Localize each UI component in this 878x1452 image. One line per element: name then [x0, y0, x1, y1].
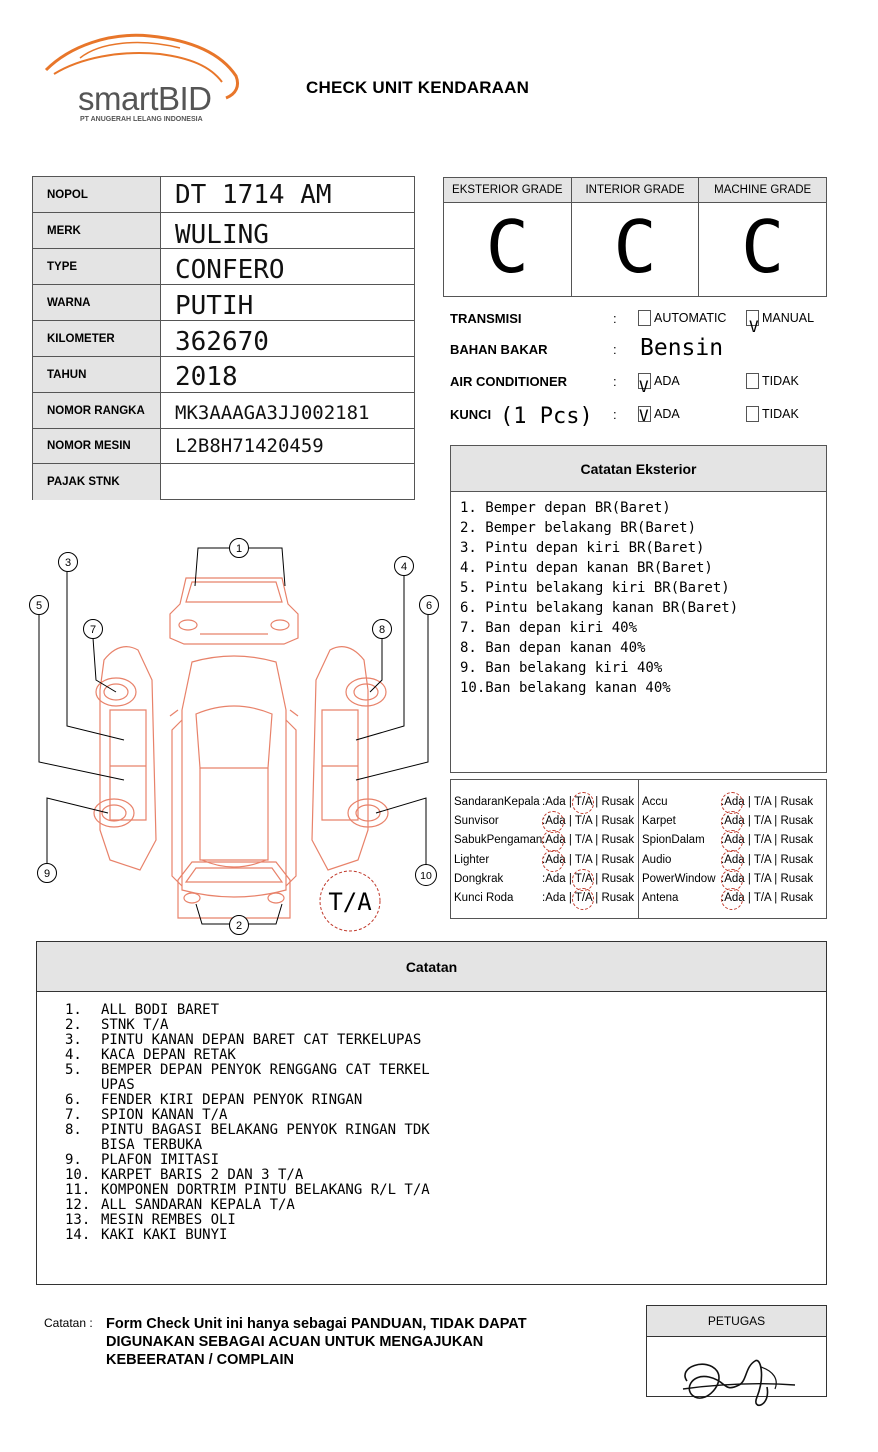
petugas-box — [646, 1305, 827, 1397]
item-text: ALL SANDARAN KEPALA T/A — [101, 1197, 295, 1213]
exterior-notes-title: Catatan Eksterior — [451, 446, 826, 492]
interior-options[interactable]: Ada | T/A | Rusak — [545, 815, 634, 827]
item-number: 3. — [65, 1032, 82, 1048]
info-row-kilometer — [33, 321, 414, 357]
info-label: MERK — [33, 213, 161, 248]
car-damage-diagram — [20, 530, 448, 940]
interior-item-name: Sunvisor — [454, 814, 499, 827]
separator: : — [721, 814, 725, 827]
info-value: CONFERO — [175, 254, 285, 285]
list-item — [65, 1108, 826, 1123]
list-item: 5. Pintu belakang kiri BR(Baret) — [460, 580, 730, 596]
list-item — [65, 1033, 826, 1048]
list-item — [65, 1168, 826, 1183]
list-item: 6. Pintu belakang kanan BR(Baret) — [460, 600, 739, 616]
interior-item-audio — [642, 850, 826, 869]
interior-item-karpet — [642, 811, 826, 830]
callout-number: 2 — [235, 920, 243, 932]
info-value — [161, 464, 414, 500]
info-row-nomor-mesin — [33, 429, 414, 464]
item-number: 8. — [65, 1122, 82, 1138]
separator: : — [721, 853, 725, 866]
grade-label: INTERIOR GRADE — [572, 178, 699, 203]
callout-number: 7 — [89, 624, 97, 636]
separator: : — [542, 853, 546, 866]
callout-2[interactable] — [230, 916, 249, 935]
colon: : — [613, 342, 617, 357]
exterior-notes-list — [451, 492, 826, 698]
ac-tidak-option[interactable] — [746, 373, 799, 389]
info-value: 362670 — [175, 326, 269, 357]
separator: : — [542, 814, 546, 827]
info-label: NOMOR RANGKA — [33, 393, 161, 428]
logo-company: PT ANUGERAH LELANG INDONESIA — [80, 116, 203, 123]
selected-circle-ada — [721, 888, 743, 910]
list-item — [65, 1003, 826, 1018]
callout-markers — [30, 539, 439, 935]
interior-options[interactable]: Ada | T/A | Rusak — [724, 873, 813, 885]
interior-options[interactable]: Ada | T/A | Rusak — [545, 892, 634, 904]
list-item: 4. Pintu depan kanan BR(Baret) — [460, 560, 713, 576]
list-item — [65, 1153, 826, 1168]
interior-item-dongkrak — [454, 869, 638, 888]
interior-item-powerwindow — [642, 869, 826, 888]
interior-item-antena — [642, 888, 826, 907]
grade-value: C — [613, 205, 657, 289]
interior-item-kunci-roda — [454, 888, 638, 907]
vehicle-info-table — [32, 176, 415, 500]
grade-label: MACHINE GRADE — [699, 178, 826, 203]
info-row-nomor-rangka — [33, 393, 414, 429]
separator: : — [721, 892, 725, 905]
list-item — [65, 1063, 826, 1093]
interior-options[interactable]: Ada | T/A | Rusak — [724, 854, 813, 866]
stamp-text: T/A — [328, 888, 372, 916]
interior-item-sandarankepala — [454, 792, 638, 811]
interior-item-sabukpengaman — [454, 831, 638, 850]
option-label: ADA — [654, 407, 680, 421]
item-number: 1. — [65, 1002, 82, 1018]
item-number: 4. — [65, 1047, 82, 1063]
list-item — [65, 1183, 826, 1198]
option-label: MANUAL — [762, 311, 815, 325]
item-number: 14. — [65, 1227, 91, 1243]
item-text: KAKI KAKI BUNYI — [101, 1227, 228, 1243]
info-value: WULING — [175, 219, 269, 250]
interior-checklist — [450, 779, 827, 919]
page-title: CHECK UNIT KENDARAAN — [306, 78, 530, 97]
interior-item-name: Antena — [642, 892, 679, 905]
grade-machine — [699, 178, 826, 296]
interior-item-name: SandaranKepala — [454, 795, 540, 808]
callout-number: 4 — [400, 561, 408, 573]
item-number: 11. — [65, 1182, 91, 1198]
petugas-label: PETUGAS — [647, 1306, 826, 1337]
kunci-label: KUNCI — [450, 407, 492, 422]
info-label: NOMOR MESIN — [33, 429, 161, 463]
interior-item-sunvisor — [454, 811, 638, 830]
check-mark: V — [639, 377, 649, 396]
option-label: ADA — [654, 374, 680, 388]
interior-options[interactable]: Ada | T/A | Rusak — [545, 834, 634, 846]
list-item: 1. Bemper depan BR(Baret) — [460, 500, 671, 516]
interior-item-name: SpionDalam — [642, 834, 705, 847]
interior-item-name: Audio — [642, 853, 672, 866]
option-label: AUTOMATIC — [654, 311, 727, 325]
checkbox[interactable] — [746, 406, 759, 422]
list-item — [65, 1048, 826, 1063]
check-mark: V — [639, 406, 649, 425]
logo-wordmark: smartBID — [78, 80, 212, 117]
exterior-notes — [450, 445, 827, 773]
check-mark: V — [749, 317, 759, 336]
interior-col-right — [639, 780, 826, 918]
item-text: STNK T/A — [101, 1017, 169, 1033]
callout-number: 3 — [64, 557, 72, 569]
info-label: KILOMETER — [33, 321, 161, 356]
list-item: 10.Ban belakang kanan 40% — [460, 680, 671, 696]
item-text: KACA DEPAN RETAK — [101, 1047, 236, 1063]
footer-note-label: Catatan : — [44, 1316, 93, 1330]
interior-options[interactable]: Ada | T/A | Rusak — [724, 834, 813, 846]
callout-10[interactable] — [416, 865, 437, 886]
footer-disclaimer: Form Check Unit ini hanya sebagai PANDUAN, TIDAK DAPAT DIGUNAKAN SEBAGAI ACUAN UNTUK MENGAJUKAN KEBEERATAN / COMPLAIN — [106, 1316, 527, 1368]
item-number: 9. — [65, 1152, 82, 1168]
info-row-warna — [33, 285, 414, 321]
info-label: NOPOL — [33, 177, 161, 212]
interior-item-name: Dongkrak — [454, 872, 504, 885]
interior-options[interactable]: Ada | T/A | Rusak — [545, 854, 634, 866]
list-item: 8. Ban depan kanan 40% — [460, 640, 646, 656]
ac-label: AIR CONDITIONER — [450, 374, 567, 389]
transmisi-automatic-option[interactable] — [638, 310, 726, 326]
callout-6[interactable] — [420, 596, 439, 615]
list-item — [65, 1093, 826, 1108]
callout-8[interactable] — [373, 620, 392, 639]
item-text: FENDER KIRI DEPAN PENYOK RINGAN — [101, 1092, 363, 1108]
interior-item-lighter — [454, 850, 638, 869]
transmisi-label: TRANSMISI — [450, 311, 522, 326]
item-text: PINTU KANAN DEPAN BARET CAT TERKELUPAS — [101, 1032, 422, 1048]
ta-stamp — [320, 871, 380, 931]
item-number: 6. — [65, 1092, 82, 1108]
item-text: BEMPER DEPAN PENYOK RENGGANG CAT TERKELUPAS — [101, 1062, 430, 1093]
grade-exterior — [444, 178, 572, 296]
item-text: KOMPONEN DORTRIM PINTU BELAKANG R/L T/A — [101, 1182, 430, 1198]
item-text: ALL BODI BARET — [101, 1002, 220, 1018]
callout-number: 1 — [235, 543, 243, 555]
option-label: TIDAK — [762, 407, 799, 421]
info-value: DT 1714 AM — [175, 179, 332, 210]
callout-3[interactable] — [59, 553, 78, 572]
info-row-nopol — [33, 177, 414, 213]
bahan-bakar-value: Bensin — [640, 335, 724, 361]
separator: : — [542, 795, 546, 808]
interior-item-name: Karpet — [642, 814, 676, 827]
smartbid-logo — [40, 28, 250, 128]
list-item — [65, 1213, 826, 1228]
info-label: PAJAK STNK — [33, 464, 161, 500]
interior-item-name: Lighter — [454, 853, 490, 866]
info-row-pajak-stnk — [33, 464, 414, 500]
list-item — [65, 1198, 826, 1213]
interior-item-name: Kunci Roda — [454, 892, 514, 905]
item-text: SPION KANAN T/A — [101, 1107, 228, 1123]
list-item: 7. Ban depan kiri 40% — [460, 620, 638, 636]
item-number: 7. — [65, 1107, 82, 1123]
grade-interior — [572, 178, 700, 296]
bahan-bakar-label: BAHAN BAKAR — [450, 342, 548, 357]
checkbox[interactable] — [746, 373, 759, 389]
item-number: 5. — [65, 1062, 82, 1078]
colon: : — [613, 374, 617, 389]
info-label: TAHUN — [33, 357, 161, 392]
separator: : — [721, 795, 725, 808]
info-value: 2018 — [175, 361, 238, 392]
signature — [647, 1337, 828, 1415]
item-text: PINTU BAGASI BELAKANG PENYOK RINGAN TDK BISA TERBUKA — [101, 1122, 430, 1153]
colon: : — [613, 407, 617, 422]
item-text: MESIN REMBES OLI — [101, 1212, 236, 1228]
selected-circle-ta — [572, 888, 594, 910]
interior-options[interactable]: Ada | T/A | Rusak — [724, 815, 813, 827]
separator: : — [542, 892, 546, 905]
interior-item-name: SabukPengaman — [454, 834, 543, 847]
callout-4[interactable] — [395, 557, 414, 576]
item-number: 12. — [65, 1197, 91, 1213]
interior-options[interactable]: Ada | T/A | Rusak — [545, 873, 634, 885]
interior-item-accu — [642, 792, 826, 811]
grade-label: EKSTERIOR GRADE — [444, 178, 571, 203]
list-item — [65, 1123, 826, 1153]
catatan-notes — [36, 941, 827, 1285]
callout-1[interactable] — [230, 539, 249, 558]
list-item — [65, 1228, 826, 1243]
callout-5[interactable] — [30, 596, 49, 615]
callout-number: 6 — [425, 600, 433, 612]
info-label: WARNA — [33, 285, 161, 320]
item-text: KARPET BARIS 2 DAN 3 T/A — [101, 1167, 304, 1183]
interior-item-name: PowerWindow — [642, 872, 716, 885]
grade-table — [443, 177, 827, 297]
checkbox[interactable] — [638, 310, 651, 326]
callout-9[interactable] — [38, 864, 57, 883]
list-item: 9. Ban belakang kiri 40% — [460, 660, 663, 676]
info-value: L2B8H71420459 — [175, 435, 324, 457]
catatan-title: Catatan — [37, 942, 826, 992]
grade-value: C — [485, 205, 530, 289]
info-row-merk — [33, 213, 414, 249]
info-row-tahun — [33, 357, 414, 393]
option-label: TIDAK — [762, 374, 799, 388]
separator: : — [721, 834, 725, 847]
item-number: 10. — [65, 1167, 91, 1183]
interior-col-left — [451, 780, 639, 918]
list-item — [65, 1018, 826, 1033]
info-label: TYPE — [33, 249, 161, 284]
interior-item-spiondalam — [642, 831, 826, 850]
item-number: 2. — [65, 1017, 82, 1033]
callout-7[interactable] — [84, 620, 103, 639]
grade-value: C — [741, 205, 785, 289]
list-item: 2. Bemper belakang BR(Baret) — [460, 520, 697, 536]
kunci-count: (1 Pcs) — [500, 404, 593, 429]
callout-number: 5 — [35, 600, 43, 612]
callout-number: 10 — [420, 870, 432, 882]
separator: : — [542, 834, 546, 847]
interior-options[interactable]: Ada | T/A | Rusak — [724, 796, 813, 808]
info-value: MK3AAAGA3JJ002181 — [175, 401, 370, 424]
kunci-tidak-option[interactable] — [746, 406, 799, 422]
catatan-list — [37, 992, 826, 1243]
info-row-type — [33, 249, 414, 285]
interior-options[interactable]: Ada | T/A | Rusak — [724, 892, 813, 904]
separator: : — [542, 872, 546, 885]
callout-number: 8 — [378, 624, 386, 636]
car-outline — [94, 578, 388, 918]
item-text: PLAFON IMITASI — [101, 1152, 220, 1168]
interior-options[interactable]: Ada | T/A | Rusak — [545, 796, 634, 808]
interior-item-name: Accu — [642, 795, 668, 808]
colon: : — [613, 311, 617, 326]
callout-number: 9 — [43, 868, 51, 880]
info-value: PUTIH — [175, 290, 254, 321]
list-item: 3. Pintu depan kiri BR(Baret) — [460, 540, 705, 556]
item-number: 13. — [65, 1212, 91, 1228]
separator: : — [721, 872, 725, 885]
